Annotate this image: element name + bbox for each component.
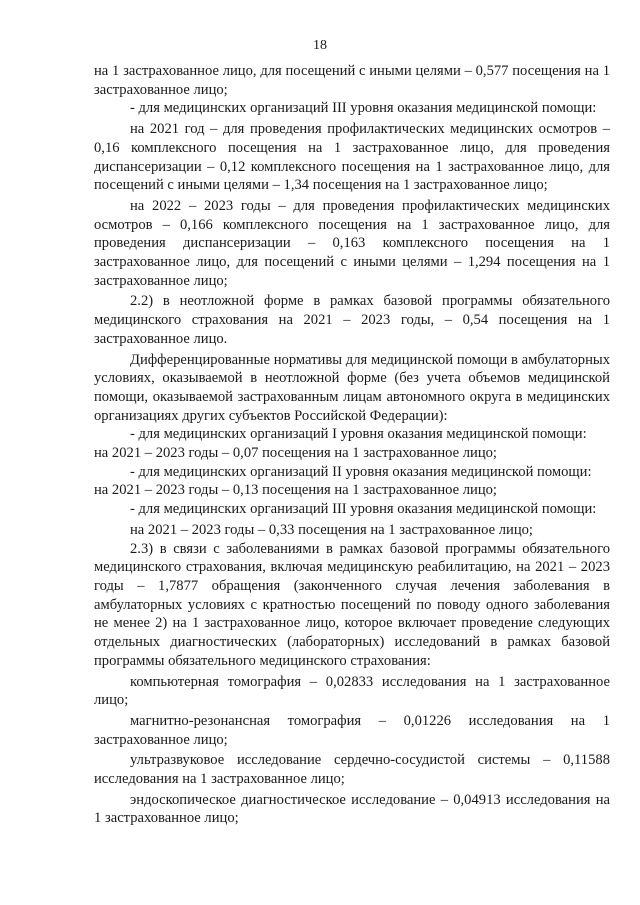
page-number: 18 [313, 38, 327, 53]
paragraph: эндоскопическое диагностическое исследование – 0,04913 исследования на 1 застрахованное лицо; [94, 791, 610, 827]
paragraph: - для медицинских организаций III уровня оказания медицинской помощи: [130, 501, 597, 518]
paragraph: компьютерная томография – 0,02833 исследования на 1 застрахованное лицо; [94, 673, 610, 709]
paragraph: Дифференцированные нормативы для медицинской помощи в амбулаторных условиях, оказываемой в неотложной форме (без учета объемов медицинской помощи, оказываемой застрахованным лицам автономного округа в медицинских организациях других субъектов Российской Федерации): [94, 351, 610, 424]
paragraph: 2.3) в связи с заболеваниями в рамках базовой программы обязательного медицинского страхования, включая медицинскую реабилитацию, на 2021 – 2023 годы – 1,7877 обращения (законченного случая лечения заболевания в амбулаторных условиях с кратностью посещений по поводу одного заболевания не менее 2) на 1 застрахованное лицо, которое включает проведение следующих отдельных диагностических (лабораторных) исследований в рамках базовой программы обязательного медицинского страхования: [94, 540, 610, 669]
paragraph: магнитно-резонансная томография – 0,01226 исследования на 1 застрахованное лицо; [94, 712, 610, 748]
paragraph: на 2021 год – для проведения профилактических медицинских осмотров – 0,16 комплексного посещения на 1 застрахованное лицо, для проведения диспансеризации – 0,12 комплексного посещения на 1 застрахованное лицо, для посещений с иными целями – 1,34 посещения на 1 застрахованное лицо; [94, 121, 610, 194]
paragraph: на 1 застрахованное лицо, для посещений с иными целями – 0,577 посещения на 1 застрахованное лицо; [94, 63, 610, 98]
paragraph: на 2021 – 2023 годы – 0,13 посещения на 1 застрахованное лицо; [94, 482, 497, 499]
paragraph: на 2022 – 2023 годы – для проведения профилактических медицинских осмотров – 0,166 комплексного посещения на 1 застрахованное лицо, для проведения диспансеризации – 0,163 комплексного посещения на 1 застрахованное лицо, для посещений с иными целями – 1,294 посещения на 1 застрахованное лицо; [94, 197, 610, 289]
paragraph: - для медицинских организаций II уровня оказания медицинской помощи: [130, 463, 592, 480]
paragraph: 2.2) в неотложной форме в рамках базовой программы обязательного медицинского страхования на 2021 – 2023 годы, – 0,54 посещения на 1 застрахованное лицо. [94, 293, 610, 347]
paragraph: - для медицинских организаций I уровня оказания медицинской помощи: [130, 426, 587, 443]
paragraph: на 2021 – 2023 годы – 0,07 посещения на 1 застрахованное лицо; [94, 445, 497, 462]
paragraph: ультразвуковое исследование сердечно-сосудистой системы – 0,11588 исследования на 1 застрахованное лицо; [94, 752, 610, 788]
paragraph: - для медицинских организаций III уровня оказания медицинской помощи: [130, 100, 597, 117]
paragraph: на 2021 – 2023 годы – 0,33 посещения на 1 застрахованное лицо; [130, 521, 533, 538]
document-body [94, 62, 610, 828]
